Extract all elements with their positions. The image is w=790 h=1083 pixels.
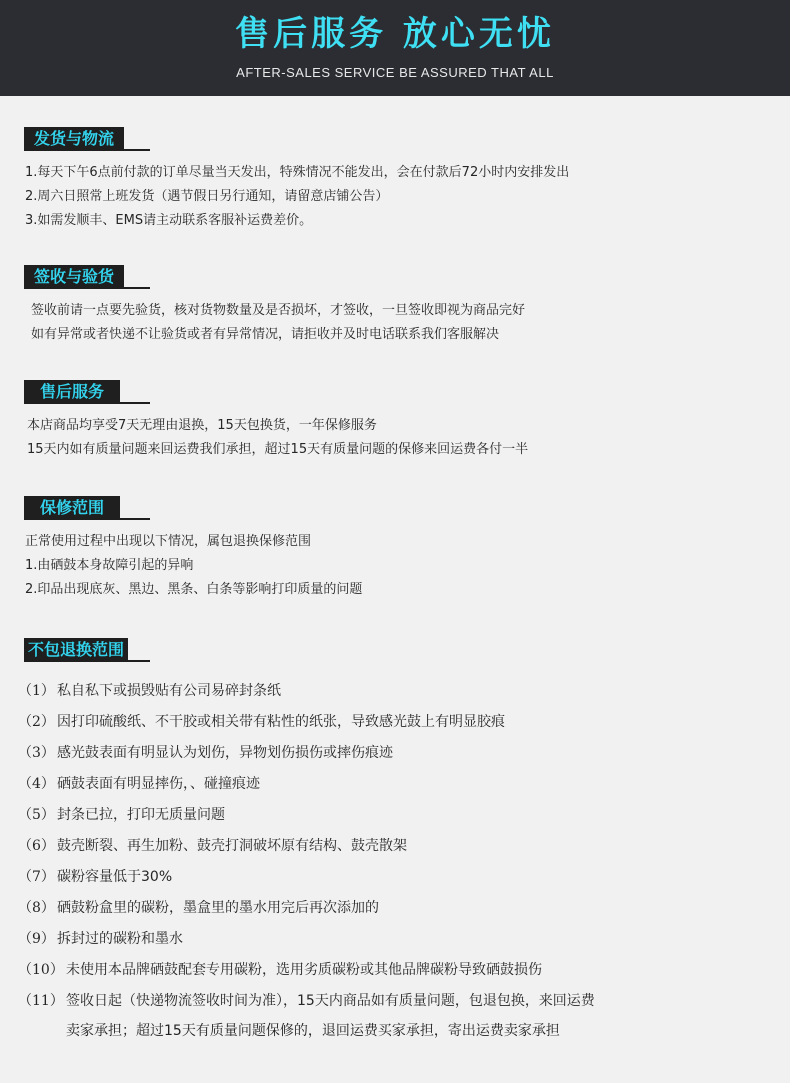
item-text: 碳粉容量低于30% bbox=[57, 869, 173, 885]
list-item bbox=[0, 862, 790, 893]
item-number: （3） bbox=[18, 745, 55, 761]
list-item bbox=[0, 955, 790, 986]
item-number: （5） bbox=[18, 807, 55, 823]
text-line: 签收前请一点要先验货，核对货物数量及是否损坏，才签收，一旦签收即视为商品完好 bbox=[31, 303, 526, 318]
heading-underline bbox=[24, 287, 150, 289]
item-number: （4） bbox=[18, 776, 55, 792]
heading-underline bbox=[24, 518, 150, 520]
item-number: （10） bbox=[18, 962, 64, 978]
banner-title: 售后服务 放心无忧 bbox=[235, 14, 555, 54]
section-body bbox=[27, 414, 790, 462]
item-text: 签收日起（快递物流签收时间为准），15天内商品如有质量问题，包退包换，来回运费 bbox=[66, 993, 595, 1009]
header-banner bbox=[0, 0, 790, 96]
heading-underline bbox=[24, 149, 150, 151]
item-text: 私自私下或损毁贴有公司易碎封条纸 bbox=[57, 683, 281, 699]
section-heading bbox=[24, 265, 150, 289]
list-item bbox=[0, 738, 790, 769]
list-item bbox=[0, 707, 790, 738]
section-heading bbox=[24, 638, 150, 662]
exclusions-list bbox=[0, 676, 790, 1045]
section-heading bbox=[24, 496, 150, 520]
item-text: 封条已拉，打印无质量问题 bbox=[57, 807, 225, 823]
list-item bbox=[0, 924, 790, 955]
item-number: （9） bbox=[18, 931, 55, 947]
item-number: （7） bbox=[18, 869, 55, 885]
text-line: 3.如需发顺丰、EMS请主动联系客服补运费差价。 bbox=[25, 213, 313, 228]
list-item bbox=[0, 831, 790, 862]
item-text: 因打印硫酸纸、不干胶或相关带有粘性的纸张，导致感光鼓上有明显胶痕 bbox=[57, 714, 505, 730]
section-heading-label: 售后服务 bbox=[24, 380, 120, 404]
item-text: 拆封过的碳粉和墨水 bbox=[57, 931, 183, 947]
list-item bbox=[0, 800, 790, 831]
section-heading-label: 签收与验货 bbox=[24, 265, 124, 289]
item-text: 硒鼓表面有明显摔伤，、碰撞痕迹 bbox=[57, 776, 260, 792]
list-item bbox=[0, 769, 790, 800]
item-text: 硒鼓粉盒里的碳粉，墨盒里的墨水用完后再次添加的 bbox=[57, 900, 379, 916]
text-line: 2.周六日照常上班发货（遇节假日另行通知，请留意店铺公告） bbox=[25, 189, 389, 204]
item-number: （6） bbox=[18, 838, 55, 854]
exclusions-section bbox=[0, 638, 790, 1045]
heading-underline bbox=[24, 402, 150, 404]
section-heading-label: 保修范围 bbox=[24, 496, 120, 520]
item-text: 感光鼓表面有明显认为划伤，异物划伤损伤或摔伤痕迹 bbox=[57, 745, 393, 761]
item-number: （1） bbox=[18, 683, 55, 699]
text-line: 1.由硒鼓本身故障引起的异响 bbox=[25, 558, 194, 573]
section-body bbox=[25, 530, 790, 602]
item-number: （2） bbox=[18, 714, 55, 730]
section-heading bbox=[24, 127, 150, 151]
text-line: 如有异常或者快递不让验货或者有异常情况，请拒收并及时电话联系我们客服解决 bbox=[31, 327, 500, 342]
banner-subtitle: AFTER-SALES SERVICE BE ASSURED THAT ALL bbox=[236, 65, 554, 80]
aftersales-section bbox=[0, 380, 790, 462]
list-item bbox=[0, 893, 790, 924]
item-number: （8） bbox=[18, 900, 55, 916]
warranty-section bbox=[0, 496, 790, 602]
section-heading-label: 发货与物流 bbox=[24, 127, 124, 151]
list-item bbox=[0, 676, 790, 707]
shipping-section bbox=[0, 127, 790, 233]
heading-underline bbox=[24, 660, 150, 662]
section-body bbox=[31, 299, 790, 347]
list-item bbox=[0, 986, 790, 1017]
item-number: （11） bbox=[18, 993, 64, 1009]
section-body bbox=[25, 161, 790, 233]
item-text: 未使用本品牌硒鼓配套专用碳粉，选用劣质碳粉或其他品牌碳粉导致硒鼓损伤 bbox=[66, 962, 542, 978]
section-heading bbox=[24, 380, 150, 404]
item-text-continuation: 卖家承担；超过15天有质量问题保修的，退回运费买家承担，寄出运费卖家承担 bbox=[66, 1023, 560, 1039]
text-line: 正常使用过程中出现以下情况，属包退换保修范围 bbox=[25, 534, 312, 549]
item-text: 鼓壳断裂、再生加粉、鼓壳打洞破坏原有结构、鼓壳散架 bbox=[57, 838, 407, 854]
text-line: 15天内如有质量问题来回运费我们承担，超过15天有质量问题的保修来回运费各付一半 bbox=[27, 442, 529, 457]
text-line: 1.每天下午6点前付款的订单尽量当天发出，特殊情况不能发出，会在付款后72小时内安排发出 bbox=[25, 165, 570, 180]
text-line: 本店商品均享受7天无理由退换，15天包换货，一年保修服务 bbox=[27, 418, 377, 433]
section-heading-label: 不包退换范围 bbox=[24, 638, 128, 662]
receiving-section bbox=[0, 265, 790, 347]
text-line: 2.印品出现底灰、黑边、黑条、白条等影响打印质量的问题 bbox=[25, 582, 363, 597]
